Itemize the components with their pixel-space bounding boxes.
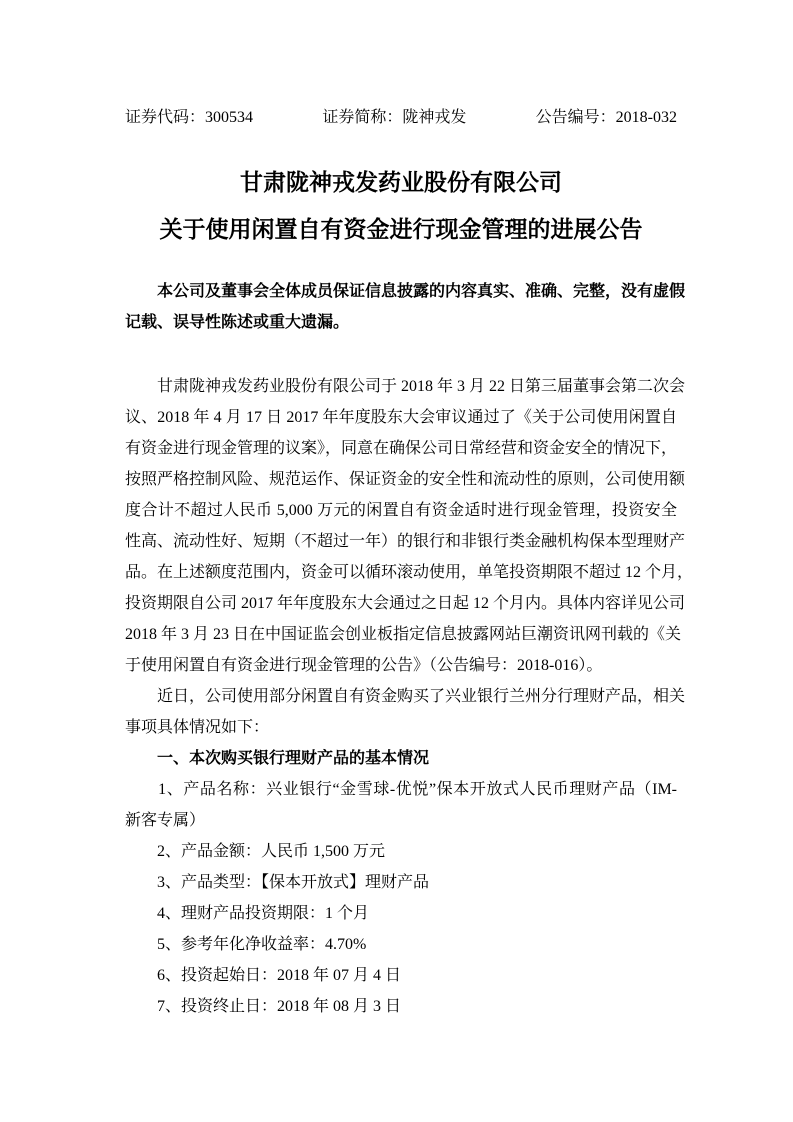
- stock-abbreviation: 证券简称：陇神戎发: [322, 109, 467, 126]
- text-line: 性高、流动性好、短期（不超过一年）的银行和非银行类金融机构保本型理财产: [125, 533, 686, 550]
- text-line: 6、投资起始日：2018 年 07 月 4 日: [125, 967, 402, 984]
- text-line: 投资期限自公司 2017 年年度股东大会通过之日起 12 个月内。具体内容详见公司: [125, 595, 686, 612]
- text-line: 近日，公司使用部分闲置自有资金购买了兴业银行兰州分行理财产品，相关: [125, 688, 686, 705]
- product-details-list: [125, 774, 677, 1022]
- document-header: [125, 107, 677, 129]
- text-line: 记载、误导性陈述或重大遗漏。: [125, 314, 350, 331]
- section-heading-basic-info: 一、本次购买银行理财产品的基本情况: [125, 750, 430, 767]
- announcement-title: 关于使用闲置自有资金进行现金管理的进展公告: [159, 217, 643, 242]
- text-line: 于使用闲置自有资金进行现金管理的公告》（公告编号：2018-016）。: [125, 657, 603, 674]
- text-line: 2018 年 3 月 23 日在中国证监会创业板指定信息披露网站巨潮资讯网刊载的《关: [125, 626, 682, 643]
- text-line: 3、产品类型：【保本开放式】理财产品: [125, 874, 430, 891]
- text-line: 4、理财产品投资期限：1 个月: [125, 905, 370, 922]
- approval-history-paragraph: [125, 371, 694, 681]
- announcement-number: 公告编号：2018-032: [535, 109, 677, 126]
- text-line: 甘肃陇神戎发药业股份有限公司于 2018 年 3 月 22 日第三届董事会第二次会: [125, 378, 686, 395]
- text-line: 度合计不超过人民币 5,000 万元的闲置自有资金适时进行现金管理，投资安全: [125, 502, 677, 519]
- stock-code: 证券代码：300534: [125, 109, 254, 126]
- text-line: 品。在上述额度范围内，资金可以循环滚动使用，单笔投资期限不超过 12 个月，: [125, 564, 694, 581]
- text-line: 7、投资终止日：2018 年 08 月 3 日: [125, 998, 402, 1015]
- company-name-title: 甘肃陇神戎发药业股份有限公司: [240, 170, 562, 195]
- text-line: 1、产品名称：兴业银行“金雪球-优悦”保本开放式人民币理财产品（IM-: [125, 781, 677, 798]
- text-line: 有资金进行现金管理的议案》，同意在确保公司日常经营和资金安全的情况下，: [125, 440, 678, 457]
- text-line: 按照严格控制风险、规范运作、保证资金的安全性和流动性的原则，公司使用额: [125, 471, 686, 488]
- text-line: 议、2018 年 4 月 17 日 2017 年年度股东大会审议通过了《关于公司使用闲置自: [125, 409, 677, 426]
- text-line: 新客专属）: [125, 812, 206, 829]
- text-line: 事项具体情况如下：: [125, 719, 270, 736]
- text-line: 5、参考年化净收益率：4.70%: [125, 936, 367, 953]
- text-line: 2、产品金额：人民币 1,500 万元: [125, 843, 386, 860]
- disclosure-notice-paragraph: [125, 276, 686, 338]
- recent-purchase-paragraph: [125, 681, 686, 743]
- text-line: 本公司及董事会全体成员保证信息披露的内容真实、准确、完整，没有虚假: [125, 283, 686, 300]
